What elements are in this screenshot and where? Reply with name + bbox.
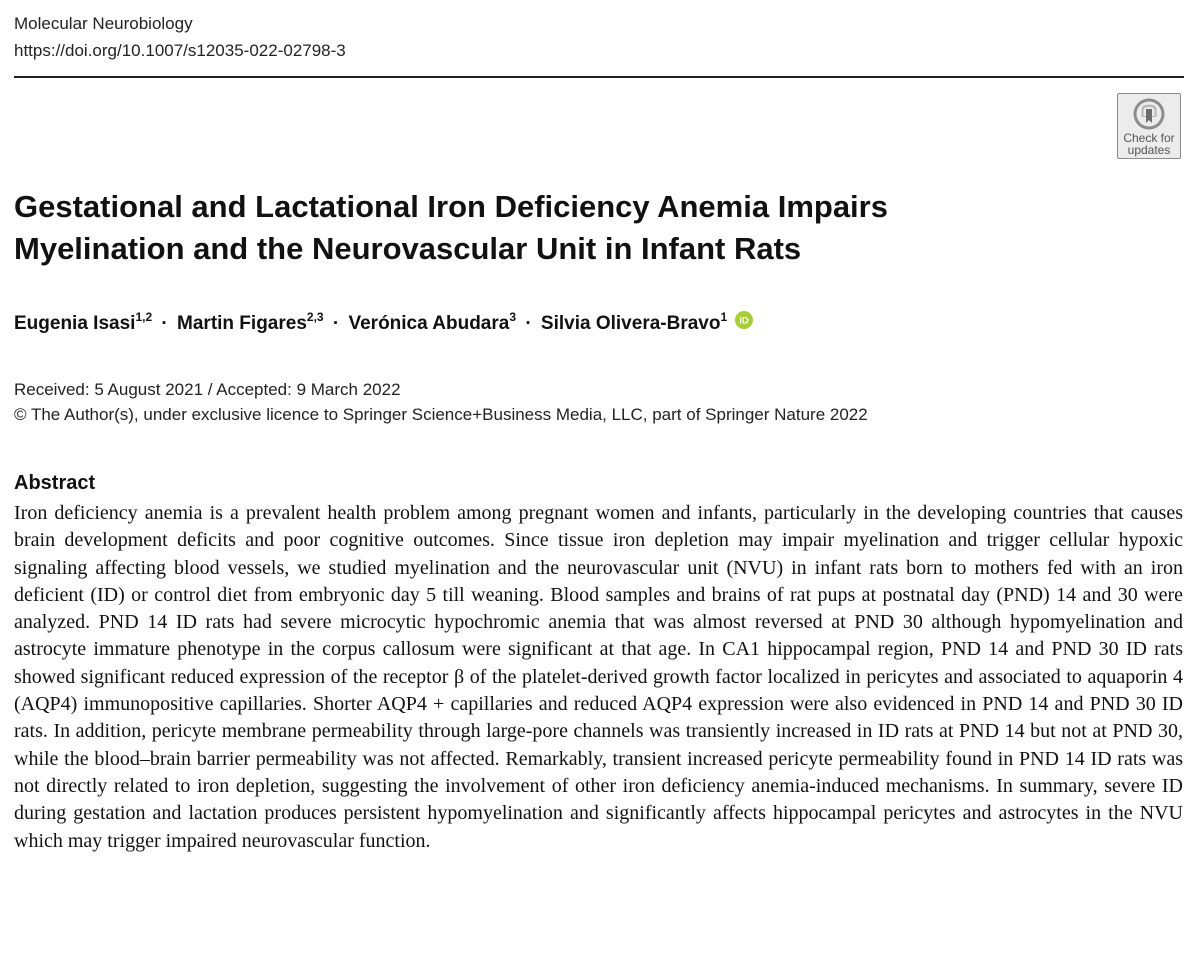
author-list — [14, 310, 753, 338]
orcid-icon[interactable] — [735, 311, 753, 329]
author-name[interactable]: Eugenia Isasi — [14, 313, 136, 334]
author-affiliation: 1 — [720, 309, 728, 324]
author-separator: · — [332, 313, 340, 334]
article-title-line1: Gestational and Lactational Iron Deficiency Anemia Impairs — [14, 189, 888, 224]
article-title — [14, 186, 1074, 270]
abstract-body: Iron deficiency anemia is a prevalent health problem among pregnant women and infants, particularly in the developing countries that causes brain development deficits and poor cognitive outcomes. Since tissue iron depletion may impair myelination and trigger cellular hypoxic signaling affecting blood vessels, we studied myelination and the neurovascular unit (NVU) in infant rats born to mothers fed with an iron deficient (ID) or control diet from embryonic day 5 till weaning. Blood samples and brains of rat pups at postnatal day (PND) 14 and 30 were analyzed. PND 14 ID rats had severe microcytic hypochromic anemia that was almost reversed at PND 30 although hypomyelination and astrocyte immature phenotype in the corpus callosum were significant at that age. In CA1 hippocampal region, PND 14 and PND 30 ID rats showed significant reduced expression of the receptor β of the platelet-derived growth factor localized in pericytes and associated to aquaporin 4 (AQP4) immunopositive capillaries. Shorter AQP4 + capillaries and reduced AQP4 expression were also evidenced in PND 14 and PND 30 ID rats. In addition, pericyte membrane permeability through large-pore channels was transiently increased in ID rats at PND 14 but not at PND 30, while the blood–brain barrier permeability was not affected. Remarkably, transient increased pericyte permeability found in PND 14 ID rats was not directly related to iron depletion, suggesting the involvement of other iron deficiency anemia-induced mechanisms. In summary, severe ID during gestation and lactation produces persistent hypomyelination and significantly affects hippocampal pericytes and astrocytes in the NVU which may trigger impaired neurovascular function. — [14, 502, 1183, 852]
check-for-updates-line2: updates — [1127, 143, 1171, 157]
author-affiliation: 3 — [509, 309, 517, 324]
check-for-updates-line1: Check for — [1123, 131, 1175, 145]
author-separator: · — [525, 313, 532, 334]
author-separator: · — [161, 313, 168, 334]
journal-name: Molecular Neurobiology — [14, 14, 193, 33]
received-accepted-dates: Received: 5 August 2021 / Accepted: 9 March 2022 — [14, 380, 401, 399]
article-title-line2: Myelination and the Neurovascular Unit in Infant Rats — [14, 231, 802, 266]
author-affiliation: 1,2 — [135, 309, 153, 324]
author-affiliation: 2,3 — [306, 309, 324, 324]
doi-link[interactable]: https://doi.org/10.1007/s12035-022-02798-3 — [14, 41, 346, 60]
abstract-heading: Abstract — [14, 472, 96, 494]
copyright-notice: © The Author(s), under exclusive licence to Springer Science+Business Media, LLC, part of Springer Nature 2022 — [14, 405, 868, 424]
check-for-updates-icon — [1132, 97, 1166, 131]
author-name[interactable]: Verónica Abudara — [348, 313, 510, 334]
author-name[interactable]: Martin Figares — [177, 313, 307, 334]
author-name[interactable]: Silvia Olivera-Bravo — [540, 313, 721, 334]
header-divider — [14, 76, 1184, 78]
orcid-label: iD — [739, 315, 750, 327]
check-for-updates-badge[interactable] — [1117, 93, 1181, 159]
